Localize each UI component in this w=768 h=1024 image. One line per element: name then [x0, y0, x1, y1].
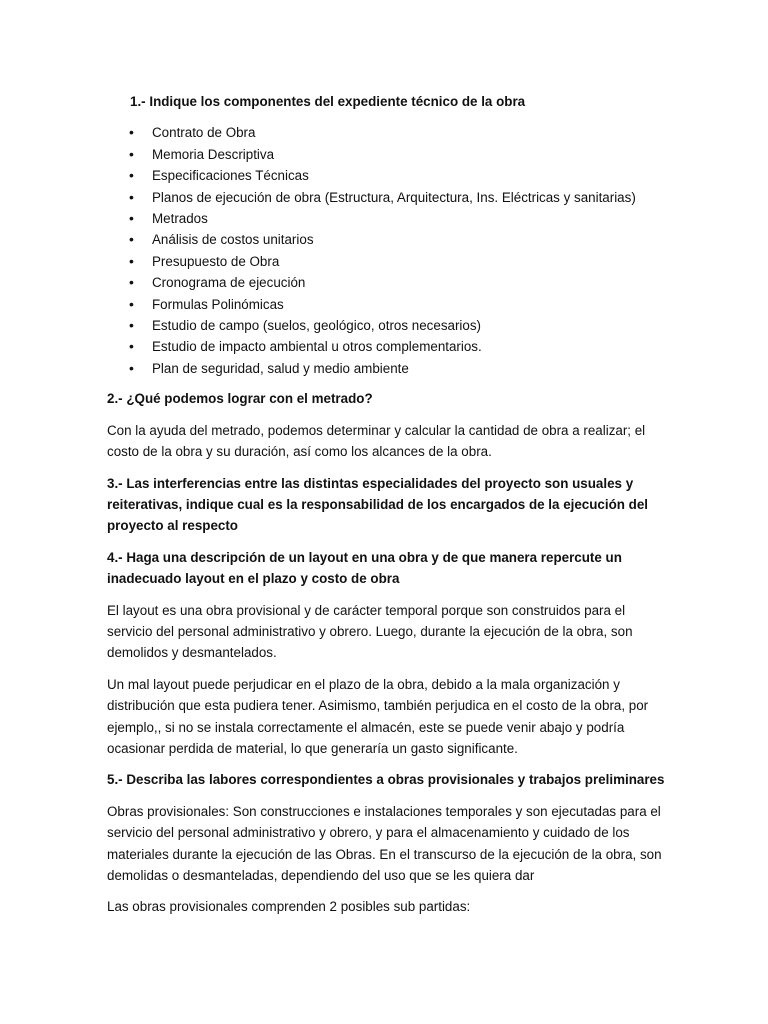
question-2-heading: 2.- ¿Qué podemos lograr con el metrado?	[107, 391, 373, 407]
bullet-icon: •	[129, 274, 134, 291]
question-5-answer-2: Las obras provisionales comprenden 2 posibles sub partidas:	[107, 899, 471, 915]
list-item: • Cronograma de ejecución	[107, 272, 667, 293]
list-item: • Contrato de Obra	[107, 122, 667, 143]
bullet-icon: •	[129, 145, 134, 162]
list-item: • Análisis de costos unitarios	[107, 229, 667, 250]
question-4-heading: 4.- Haga una descripción de un layout en una obra y de que manera repercute un inadecuado layout en el plazo y costo de obra	[107, 549, 622, 587]
components-list	[107, 122, 667, 379]
question-3-heading: 3.- Las interferencias entre las distintas especialidades del proyecto son usuales y reiterativas, indique cual es la responsabilidad de los encargados de la ejecución del proyecto al respecto	[107, 475, 649, 534]
question-1-heading: 1.- Indique los componentes del expediente técnico de la obra	[130, 94, 526, 109]
list-item: • Formulas Polinómicas	[107, 294, 667, 315]
question-5-answer-1: Obras provisionales: Son construcciones e instalaciones temporales y son ejecutadas para el servicio del personal administrativo y obrero, y para el almacenamiento y cuidado de los materiales durante la ejecución de las Obras. En el transcurso de la ejecución de la obra, son demolidas o desmanteladas, dependiendo del uso que se les quiera dar	[107, 803, 662, 883]
list-item: • Estudio de campo (suelos, geológico, otros necesarios)	[107, 315, 667, 336]
bullet-icon: •	[129, 210, 134, 227]
list-item: • Presupuesto de Obra	[107, 251, 667, 272]
question-4-answer-1: El layout es una obra provisional y de carácter temporal porque son construidos para el servicio del personal administrativo y obrero. Luego, durante la ejecución de la obra, son demolidos y desmantelados.	[107, 602, 633, 661]
question-2-answer: Con la ayuda del metrado, podemos determinar y calcular la cantidad de obra a realizar; el costo de la obra y su duración, así como los alcances de la obra.	[107, 422, 646, 460]
bullet-icon: •	[129, 317, 134, 334]
bullet-icon: •	[129, 359, 134, 376]
list-item: • Metrados	[107, 208, 667, 229]
document-page	[107, 91, 667, 928]
list-item: • Memoria Descriptiva	[107, 144, 667, 165]
bullet-icon: •	[129, 124, 134, 141]
question-5-heading: 5.- Describa las labores correspondientes a obras provisionales y trabajos preliminares	[107, 772, 665, 788]
bullet-icon: •	[129, 252, 134, 269]
bullet-icon: •	[129, 188, 134, 205]
list-item: • Plan de seguridad, salud y medio ambiente	[107, 358, 667, 379]
bullet-icon: •	[129, 231, 134, 248]
list-item: • Estudio de impacto ambiental u otros complementarios.	[107, 336, 667, 357]
question-4-answer-2: Un mal layout puede perjudicar en el plazo de la obra, debido a la mala organización y distribución que esta pudiera tener. Asimismo, también perjudica en el costo de la obra, por ejemplo,, si no se instala correctamente el almacén, este se puede venir abajo y podría ocasionar perdida de material, lo que generaría un gasto significante.	[107, 676, 649, 756]
bullet-icon: •	[129, 167, 134, 184]
list-item: • Planos de ejecución de obra (Estructura, Arquitectura, Ins. Eléctricas y sanitarias)	[107, 187, 667, 208]
list-item: • Especificaciones Técnicas	[107, 165, 667, 186]
bullet-icon: •	[129, 295, 134, 312]
bullet-icon: •	[129, 338, 134, 355]
